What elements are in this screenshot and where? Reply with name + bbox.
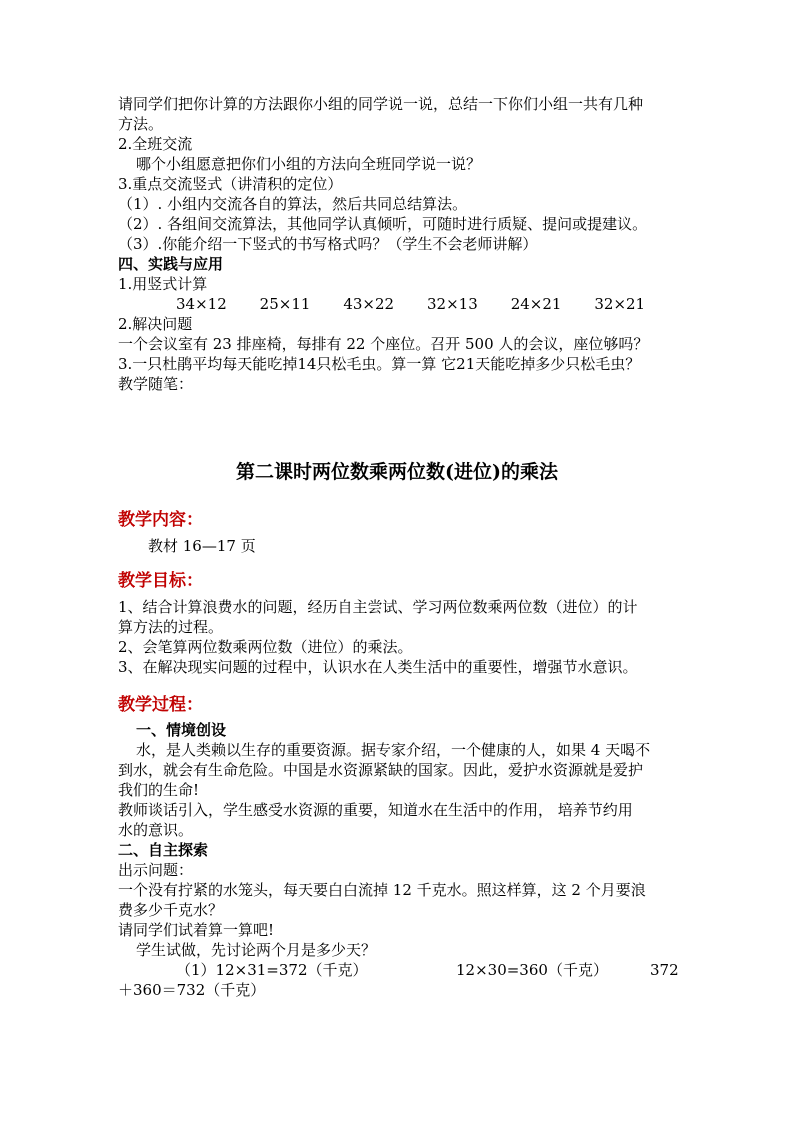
paragraph: 请同学们把你计算的方法跟你小组的同学说一说，总结一下你们小组一共有几种 bbox=[118, 95, 644, 113]
calculation-item: 43×22 bbox=[343, 295, 395, 313]
paragraph: 水的意识。 bbox=[118, 821, 194, 839]
paragraph: 一个没有拧紧的水笼头，每天要白白流掉 12 千克水。照这样算，这 2 个月要浪 bbox=[118, 881, 646, 899]
top-section bbox=[118, 94, 678, 394]
list-item: （2）. 各组间交流算法，其他同学认真倾听，可随时进行质疑、提问或提建议。 bbox=[118, 215, 648, 233]
subsection-heading: 一、情境创设 bbox=[136, 721, 227, 739]
goal-item: 1、结合计算浪费水的问题，经历自主尝试、学习两位数乘两位数（进位）的计 bbox=[118, 598, 638, 616]
paragraph: 到水，就会有生命危险。中国是水资源紧缺的国家。因此，爱护水资源就是爱护 bbox=[118, 761, 644, 779]
exercise-heading: 1.用竖式计算 bbox=[118, 275, 208, 293]
paragraph: 费多少千克水？ bbox=[118, 901, 224, 919]
calculation-item: 34×12 bbox=[176, 295, 227, 313]
paragraph: 我们的生命! bbox=[118, 781, 200, 799]
paragraph: 一个会议室有 23 排座椅，每排有 22 个座位。召开 500 人的会议，座位够吗？ bbox=[118, 335, 649, 353]
calculation-step: 372 bbox=[650, 961, 679, 979]
step-heading: 3.重点交流竖式（讲清积的定位） bbox=[118, 175, 343, 193]
calculation-step: （1）12×31=372（千克） bbox=[176, 961, 368, 979]
content-heading: 教学内容： bbox=[118, 510, 203, 530]
calculation-step: ＋360＝732（千克） bbox=[118, 981, 266, 999]
goal-item: 3、在解决现实问题的过程中，认识水在人类生活中的重要性，增强节水意识。 bbox=[118, 658, 638, 676]
process-section bbox=[118, 720, 679, 1000]
exercise-heading: 2.解决问题 bbox=[118, 315, 193, 333]
calculation-list bbox=[118, 294, 678, 314]
goal-item: 算方法的过程。 bbox=[118, 618, 224, 636]
goals-list bbox=[118, 597, 638, 677]
notes-label: 教学随笔： bbox=[118, 375, 194, 393]
paragraph: 请同学们试着算一算吧! bbox=[118, 921, 275, 939]
paragraph: 方法。 bbox=[118, 115, 164, 133]
paragraph: 3.一只杜鹃平均每天能吃掉14只松毛虫。算一算 它21天能吃掉多少只松毛虫？ bbox=[118, 355, 641, 373]
calculation-item: 32×13 bbox=[427, 295, 478, 313]
paragraph: 出示问题： bbox=[118, 861, 194, 879]
calculation-item: 32×21 bbox=[594, 295, 646, 313]
paragraph: 哪个小组愿意把你们小组的方法向全班同学说一说？ bbox=[136, 155, 482, 173]
list-item: （1）. 小组内交流各自的算法，然后共同总结算法。 bbox=[118, 195, 468, 213]
subsection-heading: 二、自主探索 bbox=[118, 841, 209, 859]
calculation-step: 12×30=360（千克） bbox=[456, 961, 608, 979]
section-heading: 四、实践与应用 bbox=[118, 255, 224, 273]
process-heading: 教学过程： bbox=[118, 695, 203, 715]
calculation-line bbox=[118, 960, 679, 980]
goals-heading: 教学目标： bbox=[118, 571, 203, 591]
list-item: （3）.你能介绍一下竖式的书写格式吗？（学生不会老师讲解） bbox=[118, 235, 538, 253]
calculation-item: 24×21 bbox=[510, 295, 562, 313]
paragraph: 水，是人类赖以生存的重要资源。据专家介绍，一个健康的人，如果 4 天喝不 bbox=[136, 741, 651, 759]
step-heading: 2.全班交流 bbox=[118, 135, 193, 153]
paragraph: 学生试做，先讨论两个月是多少天？ bbox=[136, 941, 377, 959]
paragraph: 教师谈话引入，学生感受水资源的重要，知道水在生活中的作用， 培养节约用 bbox=[118, 801, 633, 819]
calculation-item: 25×11 bbox=[259, 295, 311, 313]
content-text: 教材 16—17 页 bbox=[148, 537, 256, 555]
goal-item: 2、会笔算两位数乘两位数（进位）的乘法。 bbox=[118, 638, 413, 656]
lesson-title: 第二课时两位数乘两位数(进位)的乘法 bbox=[236, 461, 558, 483]
